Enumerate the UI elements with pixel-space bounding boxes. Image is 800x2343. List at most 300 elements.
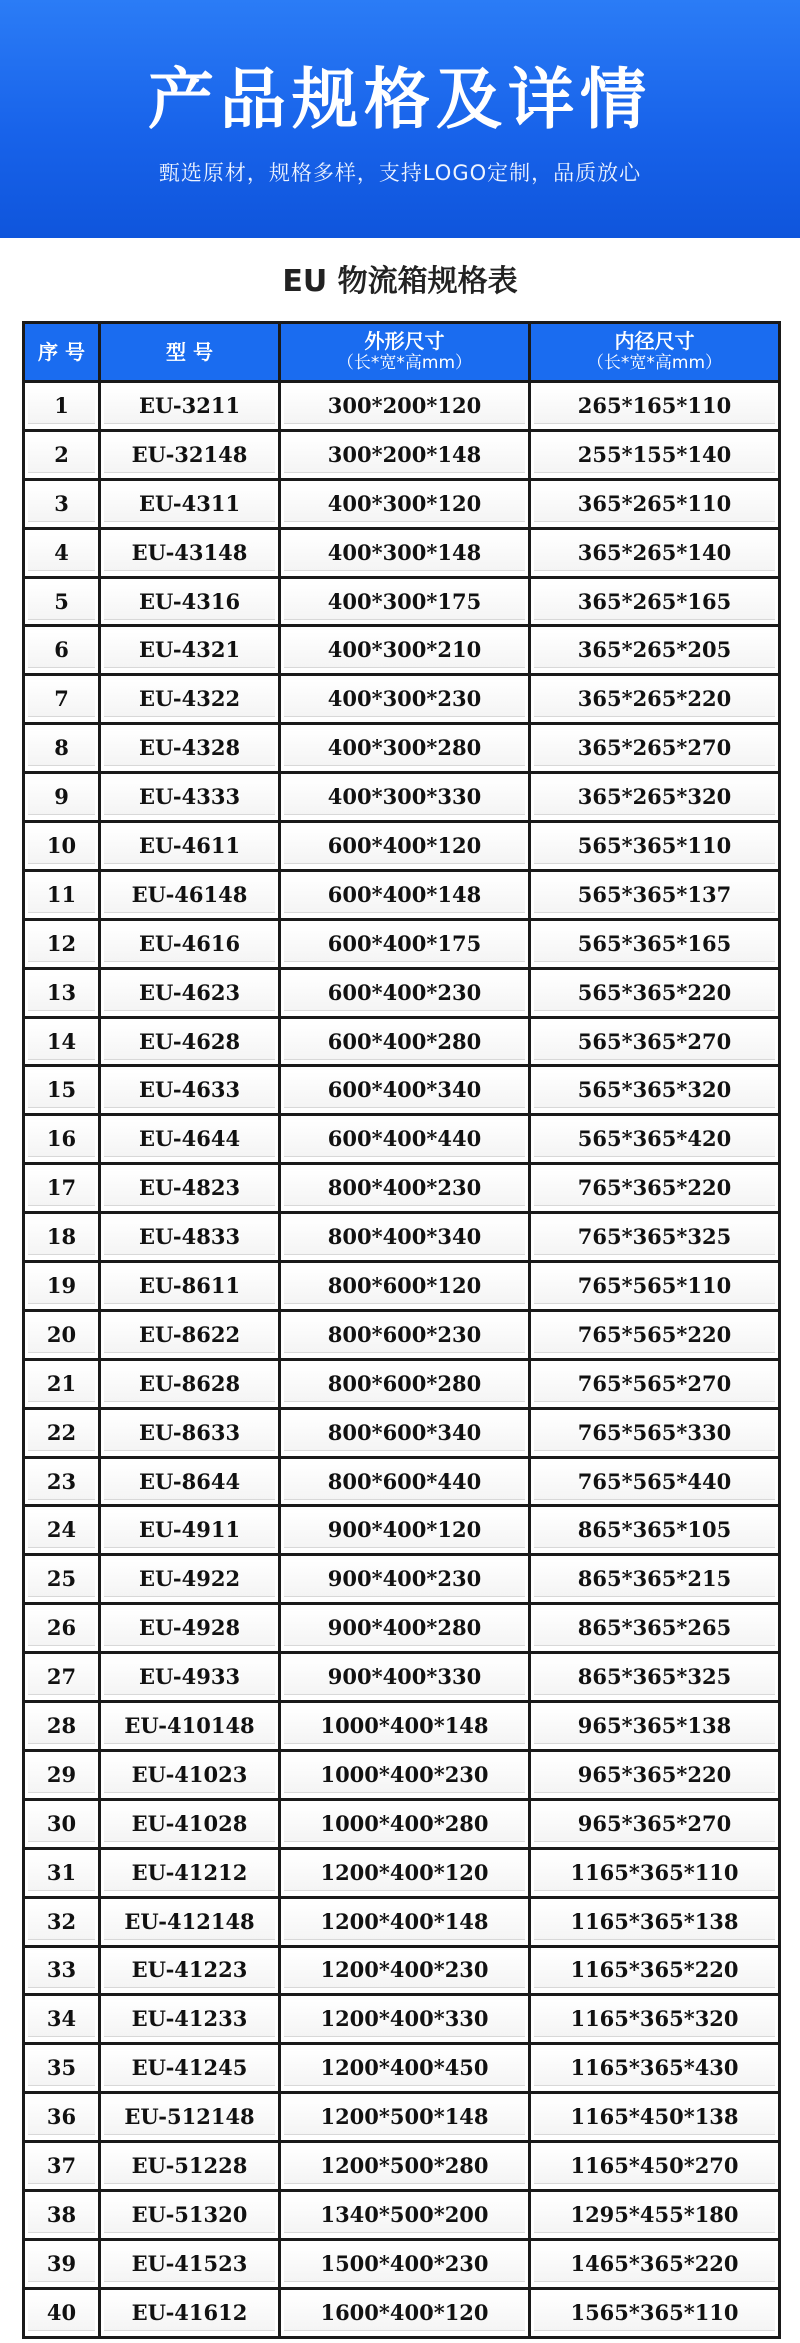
cell-index <box>24 1897 100 1946</box>
table-row <box>24 1066 780 1115</box>
cell-outer-size <box>280 822 530 871</box>
cell-model-text: EU-3211 <box>104 388 275 424</box>
cell-inner-size-text: 965*365*138 <box>534 1708 775 1744</box>
cell-inner-size-text: 865*365*215 <box>534 1561 775 1597</box>
cell-outer-size <box>280 1897 530 1946</box>
cell-index <box>24 1506 100 1555</box>
cell-outer-size-text: 300*200*120 <box>284 388 525 424</box>
cell-index-text: 7 <box>28 681 95 717</box>
cell-outer-size <box>280 1848 530 1897</box>
cell-inner-size-text: 255*155*140 <box>534 437 775 473</box>
cell-index-text: 22 <box>28 1415 95 1451</box>
cell-index <box>24 1164 100 1213</box>
cell-outer-size-text: 1000*400*280 <box>284 1806 525 1842</box>
cell-index <box>24 2093 100 2142</box>
table-row <box>24 822 780 871</box>
cell-inner-size <box>530 1017 780 1066</box>
cell-inner-size <box>530 1066 780 1115</box>
cell-model-text: EU-4616 <box>104 926 275 962</box>
cell-index-text: 20 <box>28 1317 95 1353</box>
cell-inner-size-text: 365*265*165 <box>534 584 775 620</box>
cell-index <box>24 577 100 626</box>
cell-model <box>100 1604 280 1653</box>
cell-model-text: EU-412148 <box>104 1904 275 1940</box>
cell-model-text: EU-41023 <box>104 1757 275 1793</box>
table-row <box>24 1653 780 1702</box>
cell-index <box>24 870 100 919</box>
cell-inner-size <box>530 1946 780 1995</box>
cell-outer-size-text: 400*300*230 <box>284 681 525 717</box>
cell-outer-size-text: 1200*500*148 <box>284 2099 525 2135</box>
table-row <box>24 1408 780 1457</box>
table-row <box>24 1213 780 1262</box>
cell-inner-size <box>530 1848 780 1897</box>
cell-inner-size <box>530 1457 780 1506</box>
cell-index <box>24 1262 100 1311</box>
cell-index-text: 9 <box>28 779 95 815</box>
cell-outer-size-text: 1500*400*230 <box>284 2246 525 2282</box>
cell-outer-size-text: 1600*400*120 <box>284 2295 525 2331</box>
cell-index-text: 31 <box>28 1855 95 1891</box>
cell-inner-size-text: 865*365*105 <box>534 1512 775 1548</box>
cell-model <box>100 1750 280 1799</box>
cell-outer-size <box>280 577 530 626</box>
cell-model <box>100 1017 280 1066</box>
header-outer-size-label: 外形尺寸 <box>364 329 445 353</box>
cell-index-text: 32 <box>28 1904 95 1940</box>
table-row <box>24 1457 780 1506</box>
cell-model-text: EU-43148 <box>104 535 275 571</box>
table-row <box>24 1750 780 1799</box>
table-row <box>24 1799 780 1848</box>
cell-model <box>100 2142 280 2191</box>
cell-outer-size-text: 1200*400*330 <box>284 2001 525 2037</box>
cell-model <box>100 2044 280 2093</box>
cell-model-text: EU-8622 <box>104 1317 275 1353</box>
cell-index-text: 40 <box>28 2295 95 2331</box>
cell-inner-size <box>530 675 780 724</box>
cell-model <box>100 724 280 773</box>
cell-outer-size <box>280 2093 530 2142</box>
cell-index-text: 11 <box>28 877 95 913</box>
table-row <box>24 1604 780 1653</box>
cell-inner-size <box>530 1799 780 1848</box>
cell-inner-size-text: 365*265*205 <box>534 632 775 668</box>
cell-index <box>24 2190 100 2239</box>
cell-index <box>24 1017 100 1066</box>
table-row <box>24 968 780 1017</box>
cell-outer-size <box>280 1555 530 1604</box>
cell-inner-size-text: 1165*450*270 <box>534 2148 775 2184</box>
cell-model <box>100 1359 280 1408</box>
spec-table <box>22 321 781 2339</box>
cell-outer-size-text: 400*300*120 <box>284 486 525 522</box>
table-row <box>24 724 780 773</box>
cell-outer-size-text: 600*400*148 <box>284 877 525 913</box>
cell-index-text: 37 <box>28 2148 95 2184</box>
table-row <box>24 577 780 626</box>
table-body <box>24 382 780 2338</box>
cell-outer-size-text: 900*400*120 <box>284 1512 525 1548</box>
cell-model-text: EU-4611 <box>104 828 275 864</box>
cell-outer-size-text: 600*400*440 <box>284 1121 525 1157</box>
cell-inner-size-text: 765*565*440 <box>534 1464 775 1500</box>
cell-model-text: EU-512148 <box>104 2099 275 2135</box>
cell-model-text: EU-4321 <box>104 632 275 668</box>
cell-inner-size-text: 1565*365*110 <box>534 2295 775 2331</box>
cell-model <box>100 1115 280 1164</box>
cell-index <box>24 1408 100 1457</box>
table-row <box>24 2190 780 2239</box>
cell-inner-size <box>530 2093 780 2142</box>
cell-inner-size <box>530 773 780 822</box>
cell-model <box>100 773 280 822</box>
cell-index-text: 24 <box>28 1512 95 1548</box>
cell-outer-size-text: 800*600*280 <box>284 1366 525 1402</box>
cell-index-text: 14 <box>28 1024 95 1060</box>
cell-model <box>100 1164 280 1213</box>
cell-inner-size <box>530 2239 780 2288</box>
cell-outer-size-text: 600*400*280 <box>284 1024 525 1060</box>
cell-outer-size <box>280 2190 530 2239</box>
cell-index-text: 17 <box>28 1170 95 1206</box>
cell-inner-size <box>530 870 780 919</box>
cell-index-text: 34 <box>28 2001 95 2037</box>
cell-model-text: EU-4623 <box>104 975 275 1011</box>
cell-outer-size-text: 1000*400*230 <box>284 1757 525 1793</box>
cell-inner-size-text: 1165*365*430 <box>534 2050 775 2086</box>
cell-outer-size-text: 600*400*230 <box>284 975 525 1011</box>
cell-model-text: EU-41245 <box>104 2050 275 2086</box>
cell-index-text: 16 <box>28 1121 95 1157</box>
cell-index-text: 18 <box>28 1219 95 1255</box>
cell-inner-size <box>530 1115 780 1164</box>
header-index-label: 序 号 <box>38 340 85 364</box>
cell-index-text: 25 <box>28 1561 95 1597</box>
cell-outer-size <box>280 1750 530 1799</box>
table-row <box>24 1262 780 1311</box>
cell-model-text: EU-8644 <box>104 1464 275 1500</box>
cell-model <box>100 1506 280 1555</box>
cell-model <box>100 1555 280 1604</box>
table-row <box>24 870 780 919</box>
cell-model-text: EU-4311 <box>104 486 275 522</box>
cell-outer-size <box>280 430 530 479</box>
cell-index <box>24 528 100 577</box>
cell-model-text: EU-4911 <box>104 1512 275 1548</box>
cell-index <box>24 1359 100 1408</box>
cell-index <box>24 1066 100 1115</box>
header-index <box>24 323 100 382</box>
cell-outer-size-text: 800*400*340 <box>284 1219 525 1255</box>
cell-model-text: EU-8628 <box>104 1366 275 1402</box>
cell-index-text: 13 <box>28 975 95 1011</box>
cell-inner-size-text: 365*265*220 <box>534 681 775 717</box>
cell-inner-size-text: 565*365*270 <box>534 1024 775 1060</box>
cell-index <box>24 1799 100 1848</box>
cell-outer-size <box>280 1262 530 1311</box>
cell-inner-size <box>530 2288 780 2337</box>
cell-outer-size <box>280 1799 530 1848</box>
cell-outer-size-text: 1200*500*280 <box>284 2148 525 2184</box>
table-row <box>24 1310 780 1359</box>
header-outer-size-unit: （长*宽*高mm） <box>336 353 473 373</box>
cell-model-text: EU-41028 <box>104 1806 275 1842</box>
cell-model <box>100 870 280 919</box>
cell-outer-size <box>280 1359 530 1408</box>
table-header-row <box>24 323 780 382</box>
cell-inner-size <box>530 822 780 871</box>
cell-outer-size <box>280 675 530 724</box>
cell-inner-size <box>530 1213 780 1262</box>
cell-model-text: EU-4644 <box>104 1121 275 1157</box>
cell-inner-size <box>530 2142 780 2191</box>
cell-index <box>24 919 100 968</box>
cell-outer-size <box>280 724 530 773</box>
table-row <box>24 2239 780 2288</box>
cell-outer-size-text: 900*400*280 <box>284 1610 525 1646</box>
cell-model-text: EU-4316 <box>104 584 275 620</box>
cell-inner-size-text: 865*365*265 <box>534 1610 775 1646</box>
cell-inner-size-text: 565*365*420 <box>534 1121 775 1157</box>
cell-model <box>100 968 280 1017</box>
cell-model-text: EU-4633 <box>104 1072 275 1108</box>
cell-outer-size-text: 400*300*175 <box>284 584 525 620</box>
cell-model <box>100 528 280 577</box>
cell-index-text: 19 <box>28 1268 95 1304</box>
table-row <box>24 675 780 724</box>
cell-outer-size <box>280 1017 530 1066</box>
cell-index-text: 30 <box>28 1806 95 1842</box>
cell-outer-size-text: 400*300*148 <box>284 535 525 571</box>
cell-index <box>24 2239 100 2288</box>
cell-index-text: 23 <box>28 1464 95 1500</box>
cell-inner-size <box>530 1310 780 1359</box>
table-row <box>24 2288 780 2337</box>
cell-index-text: 15 <box>28 1072 95 1108</box>
cell-index-text: 5 <box>28 584 95 620</box>
cell-outer-size <box>280 479 530 528</box>
table-row <box>24 382 780 431</box>
cell-index <box>24 1457 100 1506</box>
cell-model <box>100 1897 280 1946</box>
cell-model <box>100 2239 280 2288</box>
cell-outer-size-text: 1200*400*120 <box>284 1855 525 1891</box>
table-row <box>24 430 780 479</box>
cell-index-text: 6 <box>28 632 95 668</box>
cell-outer-size <box>280 1506 530 1555</box>
cell-outer-size-text: 1200*400*148 <box>284 1904 525 1940</box>
cell-index-text: 10 <box>28 828 95 864</box>
cell-inner-size-text: 565*365*137 <box>534 877 775 913</box>
cell-inner-size <box>530 382 780 431</box>
cell-inner-size-text: 965*365*220 <box>534 1757 775 1793</box>
cell-outer-size <box>280 1408 530 1457</box>
cell-outer-size <box>280 1213 530 1262</box>
cell-inner-size <box>530 479 780 528</box>
table-row <box>24 528 780 577</box>
cell-model <box>100 822 280 871</box>
cell-inner-size-text: 765*565*220 <box>534 1317 775 1353</box>
cell-outer-size <box>280 528 530 577</box>
cell-inner-size-text: 1465*365*220 <box>534 2246 775 2282</box>
cell-outer-size <box>280 1702 530 1751</box>
table-row <box>24 2142 780 2191</box>
cell-index <box>24 2044 100 2093</box>
cell-index <box>24 1604 100 1653</box>
cell-inner-size-text: 565*365*320 <box>534 1072 775 1108</box>
cell-outer-size <box>280 626 530 675</box>
cell-model <box>100 1262 280 1311</box>
cell-index-text: 35 <box>28 2050 95 2086</box>
cell-model-text: EU-51228 <box>104 2148 275 2184</box>
cell-inner-size <box>530 2190 780 2239</box>
cell-index-text: 38 <box>28 2197 95 2233</box>
cell-outer-size-text: 600*400*120 <box>284 828 525 864</box>
cell-model-text: EU-4933 <box>104 1659 275 1695</box>
cell-index <box>24 1750 100 1799</box>
cell-model <box>100 2190 280 2239</box>
table-row <box>24 1506 780 1555</box>
cell-model <box>100 2288 280 2337</box>
cell-model <box>100 2093 280 2142</box>
cell-inner-size <box>530 577 780 626</box>
cell-index <box>24 2288 100 2337</box>
cell-outer-size-text: 900*400*230 <box>284 1561 525 1597</box>
cell-model <box>100 919 280 968</box>
cell-inner-size-text: 1165*365*320 <box>534 2001 775 2037</box>
cell-outer-size <box>280 1653 530 1702</box>
cell-model <box>100 1799 280 1848</box>
cell-outer-size <box>280 1604 530 1653</box>
cell-index <box>24 1702 100 1751</box>
cell-model <box>100 675 280 724</box>
cell-outer-size-text: 1200*400*450 <box>284 2050 525 2086</box>
table-row <box>24 1897 780 1946</box>
cell-model-text: EU-4922 <box>104 1561 275 1597</box>
cell-inner-size <box>530 1750 780 1799</box>
cell-model-text: EU-4333 <box>104 779 275 815</box>
cell-model <box>100 626 280 675</box>
cell-inner-size <box>530 626 780 675</box>
cell-model-text: EU-41223 <box>104 1952 275 1988</box>
cell-inner-size-text: 1165*450*138 <box>534 2099 775 2135</box>
cell-index-text: 8 <box>28 730 95 766</box>
cell-index-text: 26 <box>28 1610 95 1646</box>
cell-model <box>100 1848 280 1897</box>
header-inner-size-label: 内径尺寸 <box>614 329 695 353</box>
cell-index-text: 29 <box>28 1757 95 1793</box>
cell-inner-size-text: 765*565*270 <box>534 1366 775 1402</box>
cell-model <box>100 1653 280 1702</box>
cell-model <box>100 479 280 528</box>
cell-inner-size <box>530 1408 780 1457</box>
cell-inner-size <box>530 919 780 968</box>
table-row <box>24 479 780 528</box>
cell-model-text: EU-41523 <box>104 2246 275 2282</box>
cell-outer-size-text: 800*600*440 <box>284 1464 525 1500</box>
cell-outer-size <box>280 2288 530 2337</box>
cell-index-text: 39 <box>28 2246 95 2282</box>
cell-model <box>100 382 280 431</box>
cell-model-text: EU-4328 <box>104 730 275 766</box>
cell-inner-size-text: 965*365*270 <box>534 1806 775 1842</box>
cell-inner-size <box>530 2044 780 2093</box>
cell-index <box>24 773 100 822</box>
cell-model <box>100 1066 280 1115</box>
header-model-label: 型 号 <box>166 340 213 364</box>
cell-index-text: 27 <box>28 1659 95 1695</box>
cell-index <box>24 430 100 479</box>
table-row <box>24 1995 780 2044</box>
table-title: EU 物流箱规格表 <box>282 264 518 299</box>
cell-outer-size <box>280 2142 530 2191</box>
cell-outer-size <box>280 1995 530 2044</box>
table-row <box>24 1555 780 1604</box>
cell-outer-size-text: 400*300*280 <box>284 730 525 766</box>
cell-inner-size-text: 565*365*110 <box>534 828 775 864</box>
cell-inner-size-text: 565*365*220 <box>534 975 775 1011</box>
cell-inner-size <box>530 1604 780 1653</box>
table-row <box>24 1115 780 1164</box>
cell-inner-size-text: 865*365*325 <box>534 1659 775 1695</box>
table-row <box>24 773 780 822</box>
cell-outer-size <box>280 2239 530 2288</box>
cell-outer-size <box>280 1066 530 1115</box>
cell-outer-size <box>280 919 530 968</box>
cell-inner-size <box>530 1653 780 1702</box>
cell-model-text: EU-32148 <box>104 437 275 473</box>
cell-outer-size-text: 1340*500*200 <box>284 2197 525 2233</box>
table-row <box>24 1164 780 1213</box>
cell-index-text: 4 <box>28 535 95 571</box>
cell-model-text: EU-8633 <box>104 1415 275 1451</box>
cell-index <box>24 479 100 528</box>
cell-index-text: 3 <box>28 486 95 522</box>
cell-outer-size <box>280 1457 530 1506</box>
banner-title: 产品规格及详情 <box>148 61 652 138</box>
cell-inner-size-text: 365*265*110 <box>534 486 775 522</box>
cell-model-text: EU-41612 <box>104 2295 275 2331</box>
cell-outer-size <box>280 1946 530 1995</box>
header-inner-size-unit: （长*宽*高mm） <box>586 353 723 373</box>
cell-model <box>100 1213 280 1262</box>
cell-inner-size-text: 1295*455*180 <box>534 2197 775 2233</box>
cell-outer-size <box>280 2044 530 2093</box>
cell-index <box>24 2142 100 2191</box>
cell-outer-size-text: 800*600*230 <box>284 1317 525 1353</box>
cell-outer-size-text: 800*400*230 <box>284 1170 525 1206</box>
cell-outer-size-text: 800*600*340 <box>284 1415 525 1451</box>
cell-index <box>24 724 100 773</box>
cell-index <box>24 1115 100 1164</box>
cell-inner-size-text: 365*265*140 <box>534 535 775 571</box>
cell-index-text: 1 <box>28 388 95 424</box>
cell-index <box>24 1653 100 1702</box>
cell-inner-size-text: 765*365*325 <box>534 1219 775 1255</box>
cell-index-text: 21 <box>28 1366 95 1402</box>
cell-model <box>100 430 280 479</box>
banner-subtitle: 甄选原材，规格多样，支持LOGO定制，品质放心 <box>158 161 642 185</box>
cell-index <box>24 626 100 675</box>
cell-model <box>100 1995 280 2044</box>
cell-outer-size-text: 1200*400*230 <box>284 1952 525 1988</box>
table-row <box>24 1848 780 1897</box>
cell-index <box>24 1310 100 1359</box>
cell-model-text: EU-41233 <box>104 2001 275 2037</box>
cell-outer-size-text: 800*600*120 <box>284 1268 525 1304</box>
cell-inner-size <box>530 1262 780 1311</box>
